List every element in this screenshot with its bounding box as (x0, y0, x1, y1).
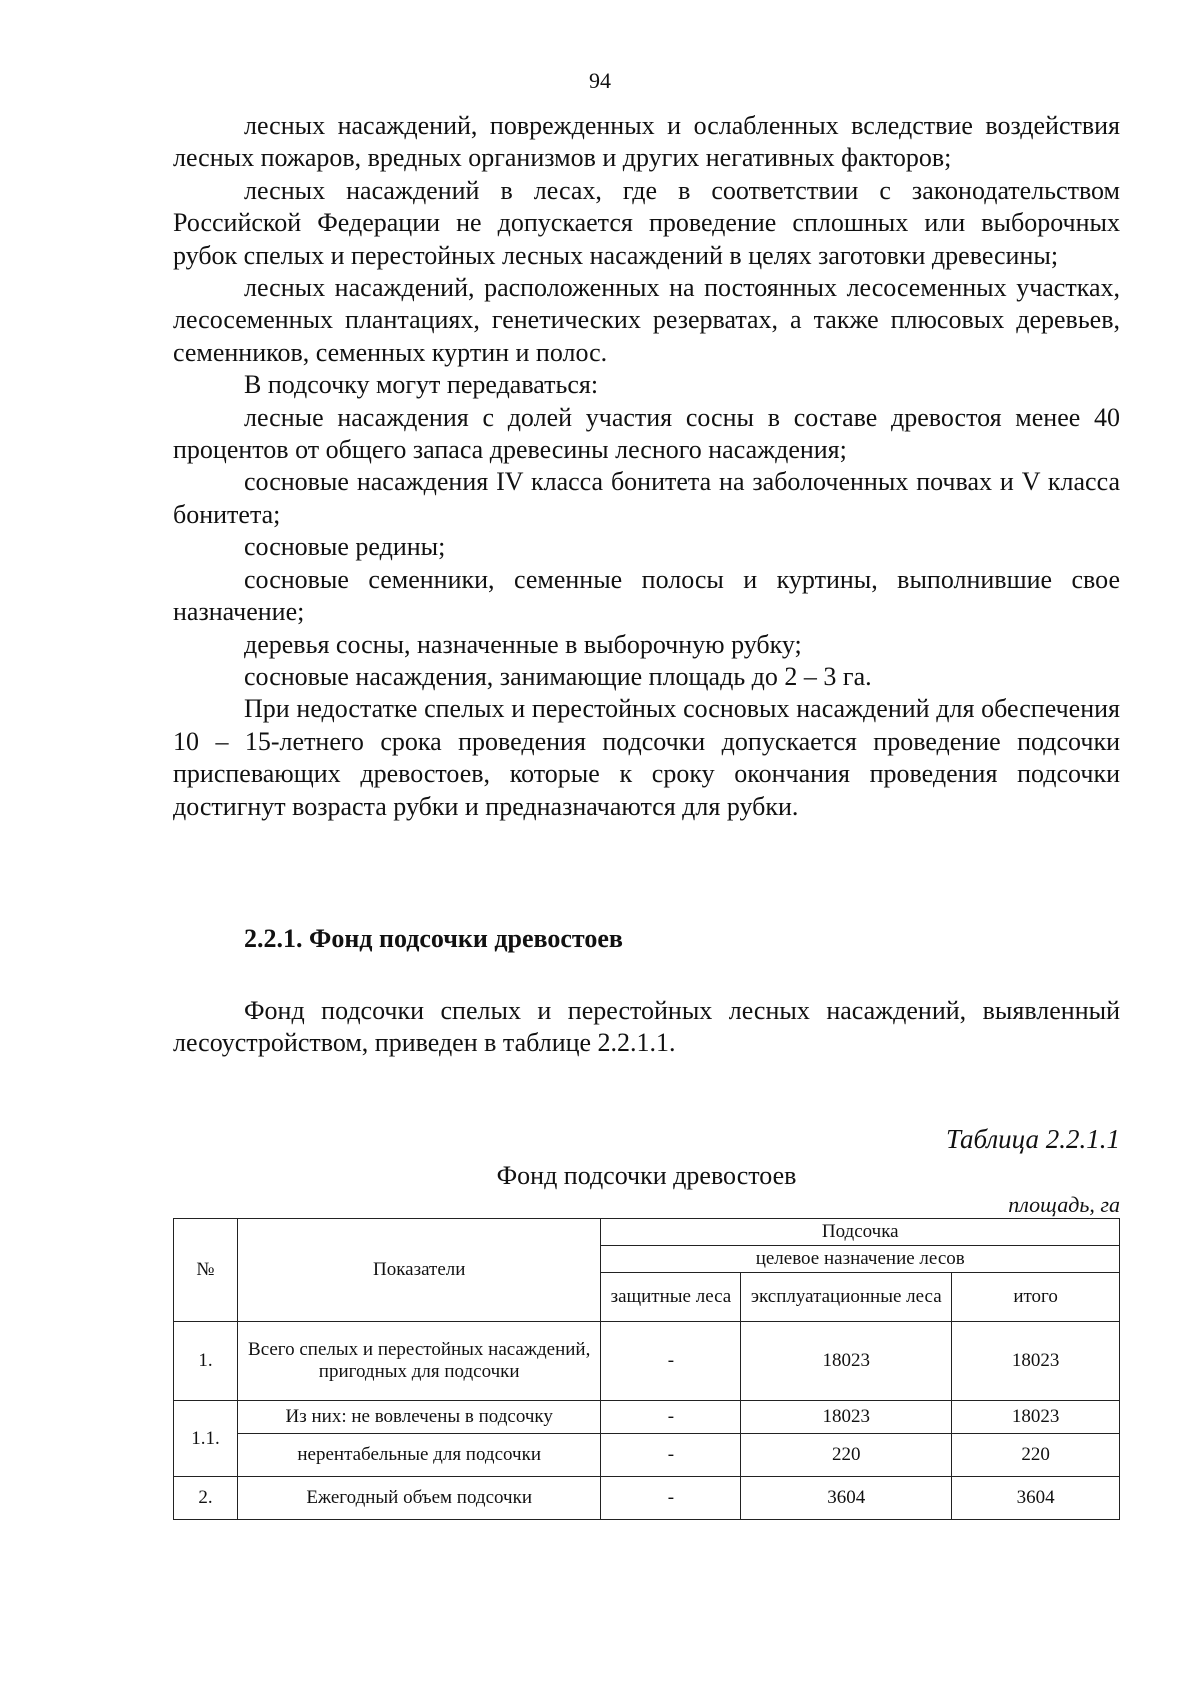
header-protective: защитные леса (601, 1273, 741, 1322)
intro-paragraph: Фонд подсочки спелых и перестойных лесных насаждений, выявленный лесоустройством, приведен в таблице 2.2.1.1. (173, 996, 1120, 1058)
paragraph: При недостатке спелых и перестойных сосновых насаждений для обеспечения 10 – 15-летнего срока проведения подсочки допускается проведение подсочки приспевающих древостоев, которые к сроку окончания проведения подсочки достигнут возраста рубки и предназначаются для рубки. (173, 694, 1120, 821)
paragraph: лесных насаждений в лесах, где в соответствии с законодательством Российской Федерации не допускается проведение сплошных или выборочных рубок спелых и перестойных лесных насаждений в целях заготовки древесины; (173, 175, 1120, 270)
cell-num: 1. (174, 1322, 238, 1401)
header-indicator: Показатели (237, 1219, 601, 1322)
table-number: Таблица 2.2.1.1 (945, 1124, 1120, 1154)
intro-text (173, 995, 1120, 1060)
cell-indicator: нерентабельные для подсочки (237, 1434, 601, 1477)
cell-protective: - (601, 1322, 741, 1401)
header-exploitation: эксплуатационные леса (741, 1273, 952, 1322)
table-units: площадь, га (1008, 1192, 1120, 1217)
section-heading: 2.2.1. Фонд подсочки древостоев (244, 924, 623, 953)
paragraph: сосновые семенники, семенные полосы и куртины, выполнившие свое назначение; (173, 564, 1120, 627)
header-total: итого (952, 1273, 1120, 1322)
cell-indicator: Из них: не вовлечены в подсочку (237, 1401, 601, 1434)
paragraph: сосновые редины; (244, 532, 446, 562)
table-row (174, 1401, 1120, 1434)
table-row (174, 1322, 1120, 1401)
table-header-row (174, 1219, 1120, 1246)
cell-exploitation: 3604 (741, 1477, 952, 1520)
cell-num: 2. (174, 1477, 238, 1520)
cell-total: 18023 (952, 1401, 1120, 1434)
paragraph: лесных насаждений, поврежденных и ослабленных вследствие воздействия лесных пожаров, вредных организмов и других негативных факторов; (173, 111, 1120, 173)
header-num: № (174, 1219, 238, 1322)
cell-indicator: Всего спелых и перестойных насаждений, пригодных для подсочки (237, 1322, 601, 1401)
cell-protective: - (601, 1477, 741, 1520)
cell-total: 220 (952, 1434, 1120, 1477)
cell-exploitation: 18023 (741, 1322, 952, 1401)
paragraph: В подсочку могут передаваться: (244, 370, 599, 400)
body-text (173, 110, 1120, 823)
header-subgroup: целевое назначение лесов (601, 1246, 1120, 1273)
header-group: Подсочка (601, 1219, 1120, 1246)
cell-exploitation: 220 (741, 1434, 952, 1477)
paragraph: лесных насаждений, расположенных на постоянных лесосеменных участках, лесосеменных плантациях, генетических резерватах, а также плюсовых деревьев, семенников, семенных куртин и полос. (173, 273, 1120, 367)
table-row (174, 1434, 1120, 1477)
table-title: Фонд подсочки древостоев (496, 1161, 797, 1190)
cell-protective: - (601, 1434, 741, 1477)
paragraph: сосновые насаждения IV класса бонитета на заболоченных почвах и V класса бонитета; (173, 467, 1120, 529)
cell-total: 3604 (952, 1477, 1120, 1520)
fund-table (173, 1218, 1120, 1520)
page-number: 94 (589, 68, 611, 93)
cell-protective: - (601, 1401, 741, 1434)
cell-indicator: Ежегодный объем подсочки (237, 1477, 601, 1520)
table-row (174, 1477, 1120, 1520)
cell-num: 1.1. (174, 1401, 238, 1477)
cell-exploitation: 18023 (741, 1401, 952, 1434)
paragraph: лесные насаждения с долей участия сосны в составе древостоя менее 40 процентов от общего запаса древесины лесного насаждения; (173, 402, 1120, 465)
paragraph: деревья сосны, назначенные в выборочную рубку; (244, 629, 802, 659)
paragraph: сосновые насаждения, занимающие площадь до 2 – 3 га. (244, 661, 872, 691)
cell-total: 18023 (952, 1322, 1120, 1401)
